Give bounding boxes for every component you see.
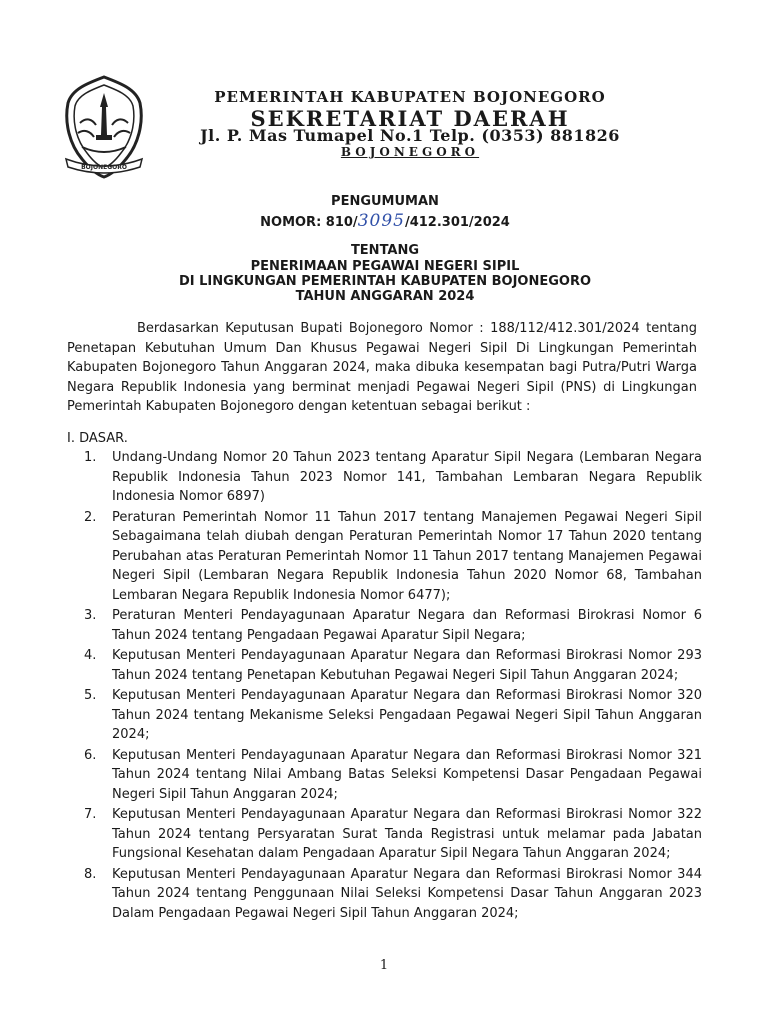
list-item — [67, 865, 702, 924]
list-item — [67, 746, 702, 805]
number-prefix: NOMOR: 810/ — [260, 215, 358, 230]
legal-basis-list — [67, 448, 702, 924]
number-suffix: /412.301/2024 — [404, 215, 510, 230]
page-number: 1 — [379, 958, 389, 973]
crest-banner-text: BOJONEGORO — [81, 164, 127, 171]
bojonegoro-crest-icon — [60, 73, 148, 179]
item-text: Keputusan Menteri Pendayagunaan Aparatur Negara dan Reformasi Birokrasi Nomor 320 Tahun 2024 tentang Mekanisme Seleksi Pengadaan Pegawai Negeri Sipil Tahun Anggaran 2024; — [112, 688, 702, 742]
item-number: 2. — [84, 509, 97, 525]
item-text: Peraturan Menteri Pendayagunaan Aparatur Negara dan Reformasi Birokrasi Nomor 6 Tahun 2024 tentang Pengadaan Pegawai Aparatur Sipil Negara; — [112, 608, 702, 643]
handwritten-number: 3095 — [357, 211, 405, 231]
item-text: Keputusan Menteri Pendayagunaan Aparatur Negara dan Reformasi Birokrasi Nomor 344 Tahun 2024 tentang Penggunaan Nilai Seleksi Kompetensi Dasar Tahun Anggaran 2023 Dalam Pengadaan Pegawai Negeri Sipil Tahun Anggaran 2024; — [112, 866, 702, 921]
item-number: 7. — [84, 807, 97, 822]
section-heading: I. DASAR. — [67, 431, 128, 446]
office-address: Jl. P. Mas Tumapel No.1 Telp. (0353) 881826 — [200, 126, 620, 145]
item-number: 1. — [84, 450, 97, 465]
announcement-number — [100, 211, 670, 231]
item-number: 4. — [84, 648, 97, 663]
about-label: TENTANG — [350, 243, 420, 258]
subject-line: PENERIMAAN PEGAWAI NEGERI SIPIL — [250, 259, 520, 274]
list-item — [67, 606, 702, 645]
item-text: Undang-Undang Nomor 20 Tahun 2023 tentang Aparatur Sipil Negara (Lembaran Negara Republik Indonesia Tahun 2023 Nomor 141, Tambahan Lembaran Negara Republik Indonesia Nomor 6897) — [112, 450, 702, 504]
office-name: SEKRETARIAT DAERAH — [250, 106, 570, 131]
list-item — [67, 686, 702, 745]
subject-line: DI LINGKUNGAN PEMERINTAH KABUPATEN BOJONEGORO — [178, 274, 592, 289]
announcement-label: PENGUMUMAN — [331, 194, 439, 209]
item-number: 6. — [84, 747, 97, 763]
subject-line: TAHUN ANGGARAN 2024 — [295, 289, 475, 304]
item-text: Keputusan Menteri Pendayagunaan Aparatur Negara dan Reformasi Birokrasi Nomor 293 Tahun 2024 tentang Penetapan Kebutuhan Pegawai Negeri Sipil Tahun Anggaran 2024; — [112, 648, 702, 683]
item-number: 5. — [84, 688, 97, 703]
item-text: Keputusan Menteri Pendayagunaan Aparatur Negara dan Reformasi Birokrasi Nomor 321 Tahun 2024 tentang Nilai Ambang Batas Seleksi Kompetensi Dasar Pengadaan Pegawai Negeri Sipil Tahun Anggaran 2024; — [112, 747, 702, 802]
office-city: BOJONEGORO — [340, 145, 480, 159]
list-item — [67, 805, 702, 864]
item-text: Peraturan Pemerintah Nomor 11 Tahun 2017 tentang Manajemen Pegawai Negeri Sipil Sebagaimana telah diubah dengan Peraturan Pemerintah Nomor 17 Tahun 2020 tentang Perubahan atas Peraturan Pemerintah Nomor 11 Tahun 2017 tentang Manajemen Pegawai Negeri Sipil (Lembaran Negara Republik Indonesia Tahun 2020 Nomor 68, Tambahan Lembaran Negara Republik Indonesia Nomor 6477); — [112, 509, 702, 603]
intro-paragraph: Berdasarkan Keputusan Bupati Bojonegoro Nomor : 188/112/412.301/2024 tentang Penetapan Kebutuhan Umum Dan Khusus Pegawai Negeri Sipil Di Lingkungan Pemerintah Kabupaten Bojonegoro Tahun Anggaran 2024, maka dibuka kesempatan bagi Putra/Putri Warga Negara Republik Indonesia yang berminat menjadi Pegawai Negeri Sipil (PNS) di Lingkungan Pemerintah Kabupaten Bojonegoro dengan ketentuan sebagai berikut : — [67, 321, 697, 414]
list-item — [67, 508, 702, 606]
government-name: PEMERINTAH KABUPATEN BOJONEGORO — [214, 88, 606, 106]
item-text: Keputusan Menteri Pendayagunaan Aparatur Negara dan Reformasi Birokrasi Nomor 322 Tahun 2024 tentang Persyaratan Surat Tanda Registrasi untuk melamar pada Jabatan Fungsional Kesehatan dalam Pengadaan Aparatur Sipil Negara Tahun Anggaran 2024; — [112, 807, 702, 861]
item-number: 8. — [84, 866, 97, 882]
list-item — [67, 646, 702, 685]
list-item — [67, 448, 702, 507]
item-number: 3. — [84, 608, 97, 623]
